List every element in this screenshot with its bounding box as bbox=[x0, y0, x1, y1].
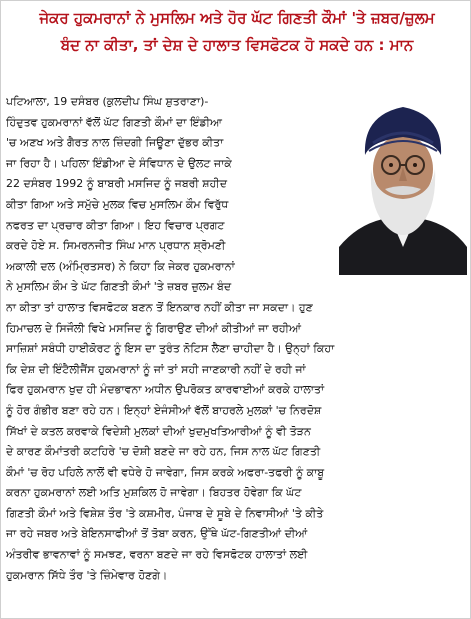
article-line-5: 22 ਦਸੰਬਰ 1992 ਨੂੰ ਬਾਬਰੀ ਮਸਜਿਦ ਨੂੰ ਜਬਰੀ ਸ਼ਹੀਦ bbox=[6, 177, 227, 191]
article-line-21: ਗਿਣਤੀ ਕੌਮਾਂ ਅਤੇ ਵਿਸ਼ੇਸ਼ ਤੌਰ 'ਤੇ ਕਸ਼ਮੀਰ, ਪੰਜਾਬ ਦੇ ਸੂਬੇ ਦੇ ਨਿਵਾਸੀਆਂ 'ਤੇ ਕੀਤੇ bbox=[6, 506, 324, 520]
article-line-6: ਕੀਤਾ ਗਿਆ ਅਤੇ ਸਮੁੱਚੇ ਮੁਲਕ ਵਿਚ ਮੁਸਲਿਮ ਕੌਮ ਵਿਰੁੱਧ bbox=[6, 197, 229, 211]
article-line-10: ਨੇ ਮੁਸਲਿਮ ਕੌਮ ਤੇ ਘੱਟ ਗਿਣਤੀ ਕੌਮਾਂ 'ਤੇ ਜ਼ਬਰ ਜ਼ੁਲਮ ਬੰਦ bbox=[6, 280, 232, 294]
article-line-13: ਸਾਜ਼ਿਸ਼ਾਂ ਸਬੰਧੀ ਹਾਈਕੋਰਟ ਨੂੰ ਇਸ ਦਾ ਤੁਰੰਤ ਨੋਟਿਸ ਲੈਣਾ ਚਾਹੀਦਾ ਹੈ। ਉਨ੍ਹਾਂ ਕਿਹਾ bbox=[6, 342, 335, 356]
article-line-9: ਅਕਾਲੀ ਦਲ (ਅੰਮ੍ਰਿਤਸਰ) ਨੇ ਕਿਹਾ ਕਿ ਜੇਕਰ ਹੁਕਮਰਾਨਾਂ bbox=[6, 259, 235, 273]
headline-line-1: ਜੇਕਰ ਹੁਕਮਰਾਨਾਂ ਨੇ ਮੁਸਲਿਮ ਅਤੇ ਹੋਰ ਘੱਟ ਗਿਣਤੀ ਕੌਮਾਂ 'ਤੇ ਜ਼ਬਰ/ਜ਼ੁਲਮ bbox=[39, 9, 435, 27]
article-line-17: ਸਿੱਖਾਂ ਦੇ ਕਤਲ ਕਰਵਾਕੇ ਵਿਦੇਸ਼ੀ ਮੁਲਕਾਂ ਦੀਆਂ ਖੁਦਮੁਖਤਿਆਰੀਆਂ ਨੂੰ ਵੀ ਤੋੜਨ bbox=[6, 424, 311, 438]
article-line-19: ਕੌਮਾਂ 'ਚ ਰੋਹ ਪਹਿਲੇ ਨਾਲੋਂ ਵੀ ਵਧੇਰੇ ਹੋ ਜਾਵੇਗਾ, ਜਿਸ ਕਰਕੇ ਅਫਰਾ-ਤਫਰੀ ਨੂੰ ਕਾਬੂ bbox=[6, 465, 325, 479]
article-line-14: ਕਿ ਦੇਸ਼ ਦੀ ਇੰਟੈਲੀਜੈਂਸ ਹੁਕਮਰਾਨਾਂ ਨੂੰ ਜਾਂ ਤਾਂ ਸਹੀ ਜਾਣਕਾਰੀ ਨਹੀਂ ਦੇ ਰਹੀ ਜਾਂ bbox=[6, 362, 306, 376]
article-line-15: ਫਿਰ ਹੁਕਮਰਾਨ ਖੁਦ ਹੀ ਮੰਦਭਾਵਨਾ ਅਧੀਨ ਉਪਰੋਕਤ ਕਾਰਵਾਈਆਂ ਕਰਕੇ ਹਾਲਾਤਾਂ bbox=[6, 383, 325, 397]
article-line-16: ਨੂੰ ਹੋਰ ਗੰਭੀਰ ਬਣਾ ਰਹੇ ਹਨ। ਇਨ੍ਹਾਂ ਏਜੰਸੀਆਂ ਵੱਲੋਂ ਬਾਹਰਲੇ ਮੁਲਕਾਂ 'ਚ ਨਿਰਦੋਸ਼ bbox=[6, 403, 322, 417]
headline bbox=[9, 5, 465, 59]
article-line-20: ਕਰਨਾ ਹੁਕਮਰਾਨਾਂ ਲਈ ਅਤਿ ਮੁਸ਼ਕਿਲ ਹੋ ਜਾਵੇਗਾ। ਬਿਹਤਰ ਹੋਵੇਗਾ ਕਿ ਘੱਟ bbox=[6, 486, 302, 500]
article-line-12: ਹਿਮਾਚਲ ਦੇ ਸਿਜੌਲੀ ਵਿਖੇ ਮਸਜਿਦ ਨੂੰ ਗਿਰਾਉਣ ਦੀਆਂ ਕੀਤੀਆਂ ਜਾ ਰਹੀਆਂ bbox=[6, 321, 301, 335]
headline-line-2: ਬੰਦ ਨਾ ਕੀਤਾ, ਤਾਂ ਦੇਸ਼ ਦੇ ਹਾਲਾਤ ਵਿਸਫੋਟਕ ਹੋ ਸਕਦੇ ਹਨ : ਮਾਨ bbox=[60, 36, 414, 54]
article-line-18: ਦੇ ਕਾਰਣ ਕੌਮਾਂਤਰੀ ਕਟਹਿਰੇ 'ਚ ਦੋਸ਼ੀ ਬਣਦੇ ਜਾ ਰਹੇ ਹਨ, ਜਿਸ ਨਾਲ ਘੱਟ ਗਿਣਤੀ bbox=[6, 445, 321, 459]
article-line-4: ਜਾ ਰਿਹਾ ਹੈ। ਪਹਿਲਾ ਇੰਡੀਆ ਦੇ ਸੰਵਿਧਾਨ ਦੇ ਉਲਟ ਜਾਕੇ bbox=[6, 156, 232, 170]
article-line-3: 'ਚ ਅਣਖ ਅਤੇ ਗੈਰਤ ਨਾਲ ਜ਼ਿੰਦਗੀ ਜਿਊਣਾ ਦੁੱਭਰ ਕੀਤਾ bbox=[6, 136, 224, 150]
article-line-7: ਨਫਰਤ ਦਾ ਪ੍ਰਚਾਰ ਕੀਤਾ ਗਿਆ। ਇਹ ਵਿਚਾਰ ਪ੍ਰਗਟ bbox=[6, 218, 225, 232]
article-line-23: ਅੰਤਰੀਵ ਭਾਵਨਾਵਾਂ ਨੂੰ ਸਮਝਣ, ਵਰਨਾ ਬਣਦੇ ਜਾ ਰਹੇ ਵਿਸਫੋਟਕ ਹਾਲਾਤਾਂ ਲਈ bbox=[6, 548, 308, 562]
article-line-11: ਨਾ ਕੀਤਾ ਤਾਂ ਹਾਲਾਤ ਵਿਸਫੋਟਕ ਬਣਨ ਤੋਂ ਇਨਕਾਰ ਨਹੀਂ ਕੀਤਾ ਜਾ ਸਕਦਾ। ਹੁਣ bbox=[6, 300, 313, 314]
article-line-24: ਹੁਕਮਰਾਨ ਸਿੱਧੇ ਤੌਰ 'ਤੇ ਜ਼ਿੰਮੇਵਾਰ ਹੋਣਗੇ। bbox=[6, 568, 168, 582]
article-line-22: ਜਾ ਰਹੇ ਜਬਰ ਅਤੇ ਬੇਇਨਸਾਫੀਆਂ ਤੋਂ ਤੋਬਾ ਕਰਨ, ਉੱਥੇ ਘੱਟ-ਗਿਣਤੀਆਂ ਦੀਆਂ bbox=[6, 527, 308, 541]
article-line-1: ਪਟਿਆਲਾ, 19 ਦਸੰਬਰ (ਕੁਲਦੀਪ ਸਿੰਘ ਸ਼ੁਤਰਾਣਾ)- bbox=[6, 95, 209, 108]
article-line-8: ਕਰਦੇ ਹੋਏ ਸ. ਸਿਮਰਨਜੀਤ ਸਿੰਘ ਮਾਨ ਪ੍ਰਧਾਨ ਸ਼੍ਰੋਮਣੀ bbox=[6, 239, 226, 253]
article-line-2: ਹਿੰਦੁਤਵ ਹੁਕਮਰਾਨਾਂ ਵੱਲੋਂ ਘੱਟ ਗਿਣਤੀ ਕੌਮਾਂ ਦਾ ਇੰਡੀਆ bbox=[6, 115, 222, 129]
article-body bbox=[6, 92, 467, 586]
